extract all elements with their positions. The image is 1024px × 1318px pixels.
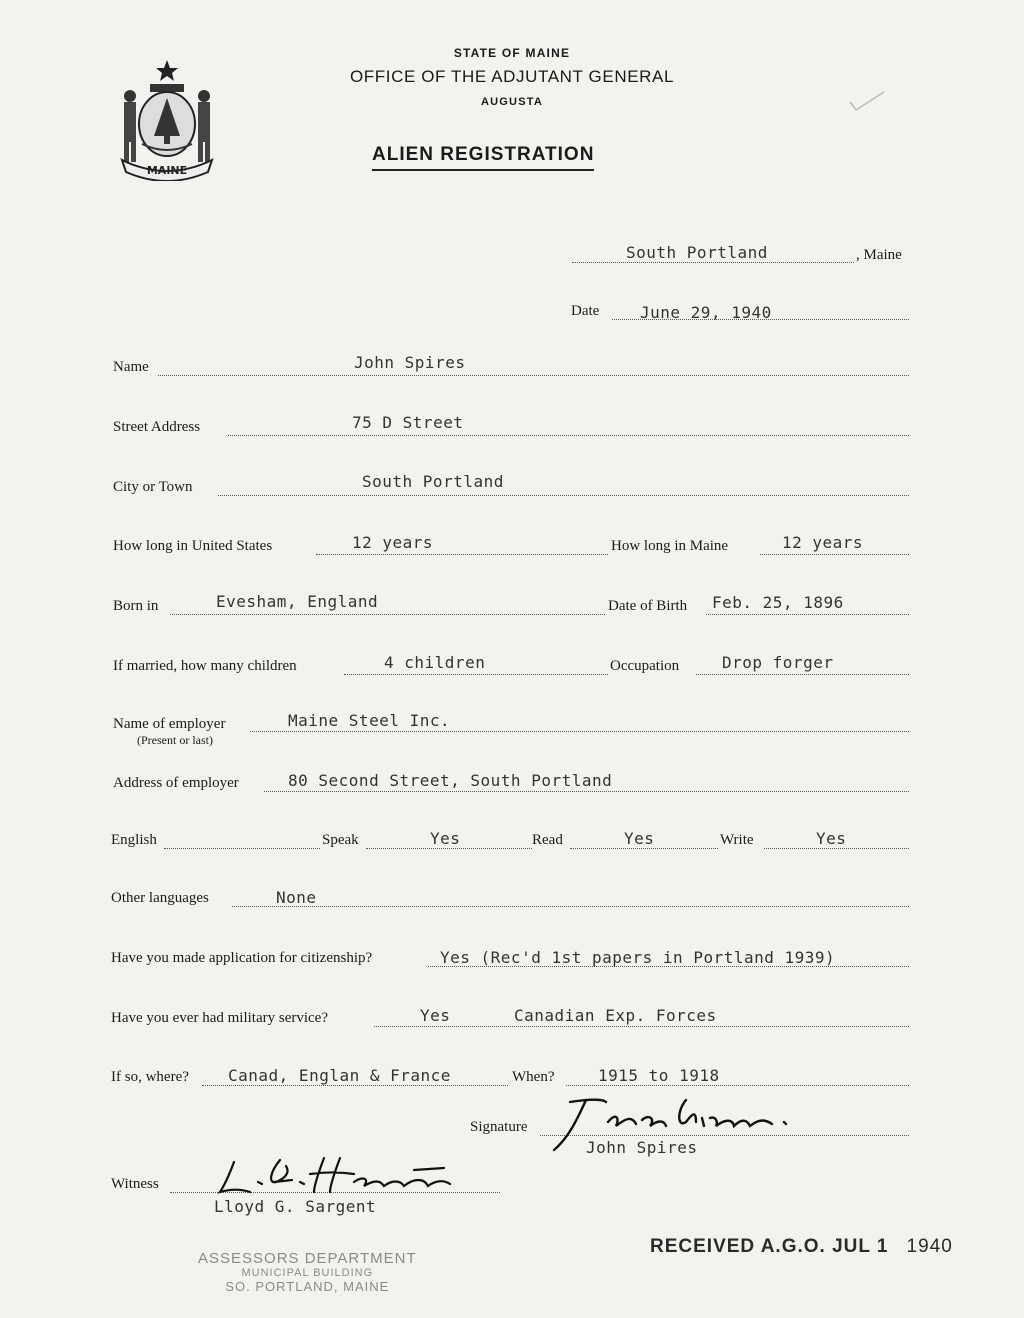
signature-typed: John Spires [586, 1138, 698, 1157]
us-duration-line [316, 554, 608, 555]
write-line [764, 848, 909, 849]
born-label: Born in [113, 598, 159, 614]
employer-value: Maine Steel Inc. [288, 711, 451, 730]
children-line [344, 674, 608, 675]
employer-address-label: Address of employer [113, 775, 239, 791]
when-line [566, 1085, 909, 1086]
occupation-line [696, 674, 909, 675]
other-languages-label: Other languages [111, 890, 209, 906]
children-label: If married, how many children [113, 658, 297, 674]
place-line [572, 262, 854, 263]
city-label: City or Town [113, 479, 193, 495]
occupation-value: Drop forger [722, 653, 834, 672]
assessors-stamp-line3: SO. PORTLAND, MAINE [225, 1279, 390, 1294]
place-suffix: , Maine [856, 247, 902, 263]
military-value: Yes [420, 1006, 451, 1025]
witness-label: Witness [111, 1176, 159, 1192]
state-heading: STATE OF MAINE [453, 46, 571, 60]
other-languages-value: None [276, 888, 317, 907]
born-value: Evesham, England [216, 592, 379, 611]
date-value: June 29, 1940 [640, 303, 772, 322]
street-line [228, 435, 909, 436]
citizenship-label: Have you made application for citizenship? [111, 950, 373, 966]
speak-line [366, 848, 532, 849]
maine-duration-line [760, 554, 909, 555]
read-value: Yes [624, 829, 655, 848]
assessors-stamp-line2: MUNICIPAL BUILDING [241, 1267, 374, 1279]
children-value: 4 children [384, 653, 486, 672]
employer-address-value: 80 Second Street, South Portland [288, 771, 613, 790]
date-label: Date [571, 303, 600, 319]
assessors-stamp-line1: ASSESSORS DEPARTMENT [198, 1250, 417, 1267]
city-heading: AUGUSTA [481, 96, 543, 108]
occupation-label: Occupation [610, 658, 680, 674]
where-value: Canad, Englan & France [228, 1066, 451, 1085]
military-line [374, 1026, 909, 1027]
employer-address-line [264, 791, 909, 792]
employer-sublabel: (Present or last) [137, 733, 213, 747]
us-duration-value: 12 years [352, 533, 434, 552]
signature-label: Signature [470, 1119, 528, 1135]
military-detail: Canadian Exp. Forces [514, 1006, 717, 1025]
employer-label: Name of employer [113, 716, 226, 732]
citizenship-value: Yes (Rec'd 1st papers in Portland 1939) [440, 948, 836, 967]
speak-value: Yes [430, 829, 461, 848]
speak-label: Speak [322, 832, 359, 848]
born-line [170, 614, 605, 615]
us-duration-label: How long in United States [113, 538, 273, 554]
dob-line [706, 614, 909, 615]
city-line [218, 495, 909, 496]
assessors-stamp [198, 1250, 417, 1294]
seal-ribbon-text: MAINE [146, 164, 188, 177]
received-stamp-year: 1940 [906, 1236, 953, 1257]
street-label: Street Address [113, 419, 201, 435]
city-value: South Portland [362, 472, 504, 491]
name-label: Name [113, 359, 149, 375]
witness-typed: Lloyd G. Sargent [214, 1197, 377, 1216]
english-line [164, 848, 320, 849]
read-label: Read [532, 832, 563, 848]
write-label: Write [720, 832, 754, 848]
military-label: Have you ever had military service? [111, 1010, 328, 1026]
name-value: John Spires [354, 353, 466, 372]
read-line [570, 848, 718, 849]
office-heading: OFFICE OF THE ADJUTANT GENERAL [349, 67, 675, 86]
write-value: Yes [816, 829, 847, 848]
street-value: 75 D Street [352, 413, 464, 432]
where-label: If so, where? [111, 1069, 189, 1085]
dob-value: Feb. 25, 1896 [712, 593, 844, 612]
form-title: ALIEN REGISTRATION [372, 144, 594, 171]
received-stamp-text: RECEIVED A.G.O. JUL 1 [650, 1236, 889, 1257]
received-stamp [650, 1236, 953, 1258]
name-line [158, 375, 909, 376]
when-label: When? [512, 1069, 555, 1085]
place-value: South Portland [626, 243, 768, 262]
english-label: English [111, 832, 157, 848]
maine-duration-label: How long in Maine [611, 538, 729, 554]
other-languages-line [232, 906, 909, 907]
when-value: 1915 to 1918 [598, 1066, 720, 1085]
dob-label: Date of Birth [608, 598, 688, 614]
employer-line [250, 731, 909, 732]
where-line [202, 1085, 508, 1086]
checkmark-icon [846, 84, 888, 114]
maine-duration-value: 12 years [782, 533, 864, 552]
